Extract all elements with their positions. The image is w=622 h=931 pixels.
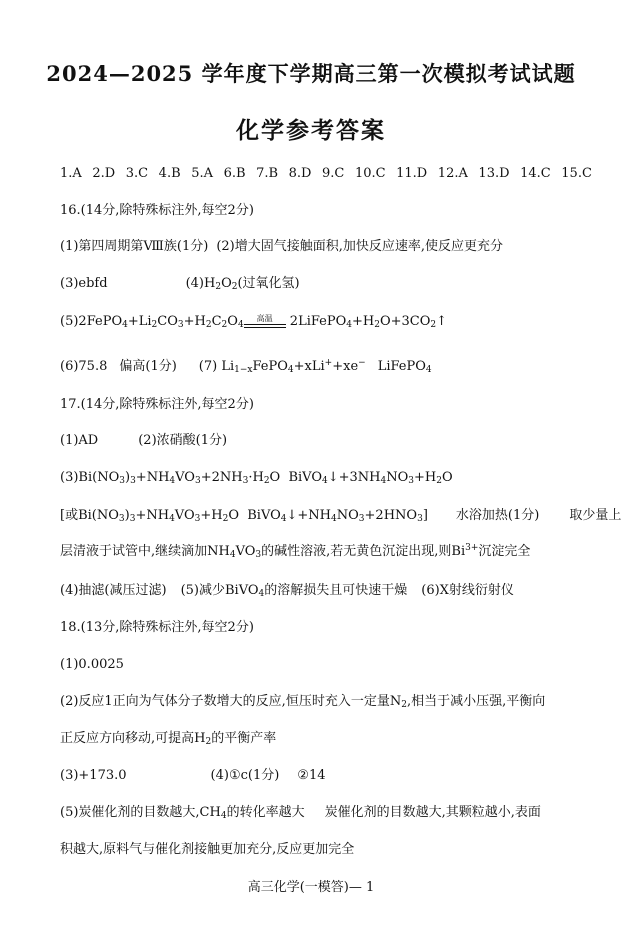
mc-answer: 7.B xyxy=(256,166,279,181)
q16-line-1: (1)第四周期第Ⅷ族(1分) (2)增大固气接触面积,加快反应速率,使反应更充分 xyxy=(60,239,503,254)
q16-equation: $(5)2FePO_4+Li_2CO_3+H_2C_2O_4$ 高温 $2LiFePO_4+H_2O+3CO_2↑$ xyxy=(60,314,448,330)
reaction-condition: 高温 xyxy=(244,315,286,328)
mc-answer: 2.D xyxy=(92,166,116,181)
q17-header: 17.(14分,除特殊标注外,每空2分) xyxy=(60,397,254,412)
q18-line-4: (3)+173.0 (4)①c(1分) ②14 xyxy=(60,768,326,783)
mc-answer: 14.C xyxy=(520,166,551,181)
q17-line-5: (4)抽滤(减压过滤) (5)减少BiVO$_4$的溶解损失且可快速干燥 (6)X射线衍射仪 xyxy=(60,583,514,599)
q16-line-4: (6)75.8 偏高(1分) (7) $Li_{1-x}FePO_4+xLi^++xe^-$ LiFePO$_4$ xyxy=(60,358,432,375)
mc-answer: 11.D xyxy=(396,166,428,181)
q18-line-1: (1)0.0025 xyxy=(60,657,124,672)
mc-answer: 3.C xyxy=(125,166,149,181)
q18-line-3: 正反应方向移动,可提高$H_2$的平衡产率 xyxy=(60,731,277,747)
mc-answer: 9.C xyxy=(322,166,345,181)
mc-answer: 10.C xyxy=(354,166,386,181)
q18-line-2: (2)反应1正向为气体分子数增大的反应,恒压时充入一定量$N_2$,相当于减小压强,平衡向 xyxy=(60,694,546,710)
page-title: 化学参考答案 xyxy=(236,117,386,144)
mc-answer: 8.D xyxy=(288,166,312,181)
q18-header: 18.(13分,除特殊标注外,每空2分) xyxy=(60,620,254,635)
mc-answer: 15.C xyxy=(561,166,592,181)
q17-equation-2: [或$Bi(NO_3)_3+NH_4VO_3+H_2O$ $BiVO_4↓+NH_4NO_3+2HNO_3$] 水浴加热(1分) 取少量上 xyxy=(60,508,622,524)
q17-equation-1: $(3)Bi(NO_3)_3+NH_4VO_3+2NH_3\cdot H_2O$ $BiVO_4↓+3NH_4NO_3+H_2O$ xyxy=(60,470,453,486)
mc-answer: 6.B xyxy=(223,166,246,181)
q17-line-4: 层清液于试管中,继续滴加$NH_4VO_3$的碱性溶液,若无黄色沉淀出现,则$Bi^{3+}$沉淀完全 xyxy=(60,543,531,560)
mc-answers xyxy=(60,165,592,183)
q18-line-6: 积越大,原料气与催化剂接触更加充分,反应更加完全 xyxy=(60,842,355,857)
mc-answer: 13.D xyxy=(478,166,510,181)
q16-header: 16.(14分,除特殊标注外,每空2分) xyxy=(60,203,254,218)
q17-line-1: (1)AD (2)浓硝酸(1分) xyxy=(60,433,228,448)
page-footer: 高三化学(一模答)— 1 xyxy=(247,880,375,895)
mc-answer: 4.B xyxy=(158,166,181,181)
q18-line-5: (5)炭催化剂的目数越大$,CH_4$的转化率越大 炭催化剂的目数越大,其颗粒越小,表面 xyxy=(60,805,541,821)
mc-answer: 5.A xyxy=(191,166,213,181)
exam-title: 2024—2025 学年度下学期高三第一次模拟考试试题 xyxy=(46,61,576,86)
mc-answer: 12.A xyxy=(437,166,468,181)
q16-line-2: (3)ebfd $(4)H_2O_2$(过氧化氢) xyxy=(60,276,300,292)
mc-answer: 1.A xyxy=(60,166,82,181)
